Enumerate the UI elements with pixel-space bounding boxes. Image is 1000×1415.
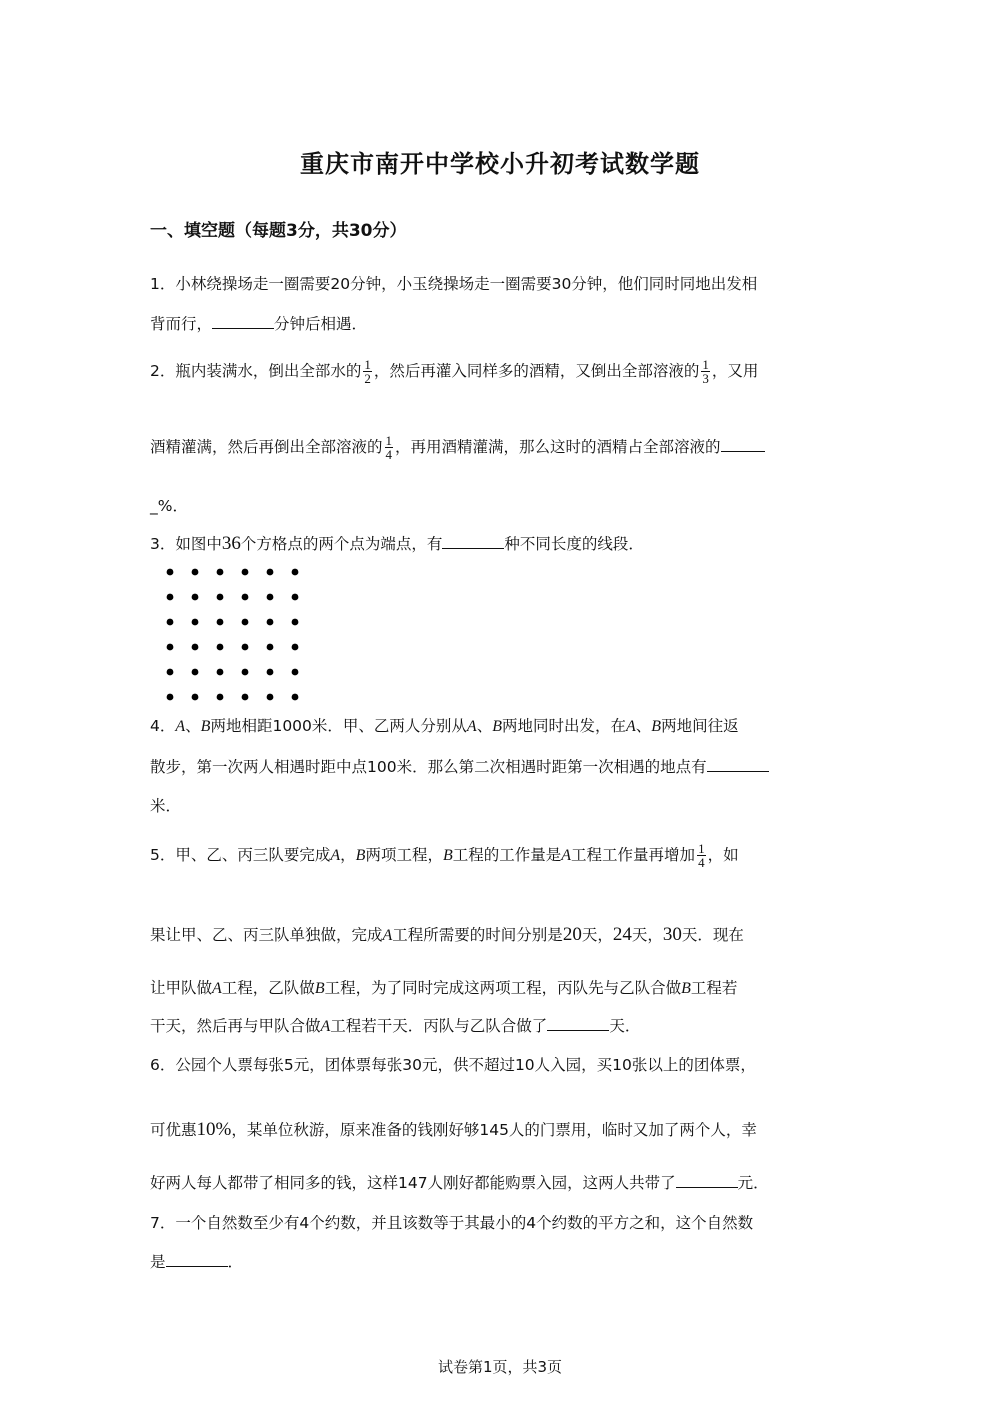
q5-text: 5．甲、乙、丙三队要完成 <box>150 846 331 864</box>
q5-line-2 <box>150 924 744 947</box>
grid-dot <box>242 669 249 676</box>
q5-text: 让甲队做 <box>150 979 213 997</box>
q7-text: ． <box>227 1253 244 1271</box>
q3-line-1 <box>150 533 644 555</box>
grid-dot <box>267 644 274 651</box>
q5-text: 工程，乙队做 <box>221 979 315 997</box>
fraction <box>363 358 372 385</box>
q2-text: ，又用 <box>711 362 759 380</box>
q5-line-1 <box>150 842 739 869</box>
grid-dot <box>242 644 249 651</box>
q6-text: 可优惠 <box>150 1121 197 1139</box>
q2-line-3 <box>150 495 188 517</box>
q2-text: ，然后再灌入同样多的酒精，又倒出全部溶液的 <box>373 362 700 380</box>
q4-text: 散步，第一次两人相遇时距中点100米．那么第二次相遇时距第一次相遇的地点有 <box>150 758 707 776</box>
var-b: B <box>200 718 211 735</box>
dot-grid-figure <box>160 562 310 707</box>
var-a: A <box>330 847 341 864</box>
q4-text: 、 <box>635 717 652 735</box>
q6-text: ，某单位秋游，原来准备的钱刚好够145人的门票用，临时又加了两个人，幸 <box>231 1121 757 1139</box>
q2-text: 2．瓶内装满水，倒出全部水的 <box>150 362 362 380</box>
q5-text: ， <box>597 926 613 944</box>
q7-text: 是 <box>150 1253 166 1271</box>
fraction-numerator: 1 <box>702 357 709 372</box>
q2-line-2 <box>150 434 765 461</box>
grid-dot <box>192 619 199 626</box>
grid-dot <box>292 694 299 701</box>
fraction-numerator: 1 <box>698 841 705 856</box>
grid-dot <box>217 619 224 626</box>
q3-count: 36 <box>221 533 241 554</box>
q4-text: 两地间往返 <box>661 717 739 735</box>
time-value: 24 <box>612 924 632 945</box>
q7-line-1 <box>150 1212 753 1234</box>
grid-dot <box>242 594 249 601</box>
var-b: B <box>442 847 453 864</box>
grid-dot <box>267 569 274 576</box>
q5-text: ，如 <box>707 846 739 864</box>
fraction <box>697 842 706 869</box>
q5-text: 天． <box>609 1017 641 1035</box>
q2-line-1 <box>150 358 758 385</box>
grid-dot <box>292 669 299 676</box>
grid-dot <box>192 669 199 676</box>
q6-line-3 <box>150 1172 769 1194</box>
grid-dot <box>167 569 174 576</box>
grid-dot <box>167 644 174 651</box>
q4-text: 两地同时出发，在 <box>501 717 626 735</box>
q5-text: ， <box>647 926 663 944</box>
var-b: B <box>681 980 691 997</box>
q4-line-1 <box>150 715 739 738</box>
grid-dot <box>167 594 174 601</box>
q1-line-1 <box>150 273 757 295</box>
fraction <box>701 358 710 385</box>
time-value: 30 <box>662 924 682 945</box>
var-a: A <box>626 718 636 735</box>
q6-text: 元． <box>737 1174 769 1192</box>
var-a: A <box>212 980 222 997</box>
section-heading: 一、填空题（每题3分，共30分） <box>150 221 407 241</box>
grid-dot <box>292 569 299 576</box>
q3-text: 个方格点的两个点为端点，有 <box>240 535 443 553</box>
q5-line-3 <box>150 977 737 1000</box>
q5-text: 两项工程， <box>365 846 443 864</box>
grid-dot <box>292 594 299 601</box>
var-a: A <box>175 718 186 735</box>
q4-text: 两地相距1000米．甲、乙两人分别从 <box>210 717 467 735</box>
var-b: B <box>355 847 366 864</box>
grid-dot <box>267 669 274 676</box>
q7-line-2 <box>150 1251 243 1273</box>
q5-text: 工程若 <box>690 979 738 997</box>
answer-blank[interactable] <box>676 1173 738 1188</box>
q6-line-2 <box>150 1119 757 1141</box>
grid-dot <box>242 694 249 701</box>
q4-line-3 <box>150 795 181 817</box>
var-b: B <box>651 718 662 735</box>
q1-line-2 <box>150 313 367 335</box>
q5-text: 工程的工作量是 <box>452 846 562 864</box>
answer-blank[interactable] <box>721 437 765 452</box>
fraction-denominator: 4 <box>698 855 705 870</box>
q5-text: 工程若干天．丙队与乙队合做了 <box>330 1017 548 1035</box>
grid-dot <box>292 619 299 626</box>
fraction <box>385 434 394 461</box>
q5-text: 工程工作量再增加 <box>571 846 696 864</box>
page-title: 重庆市南开中学校小升初考试数学题 <box>300 150 700 178</box>
answer-blank[interactable] <box>547 1016 609 1031</box>
q6-text: 好两人每人都带了相同多的钱，这样147人刚好都能购票入园，这两人共带了 <box>150 1174 676 1192</box>
q6-line-1 <box>150 1054 756 1076</box>
grid-dot <box>242 619 249 626</box>
fraction-numerator: 1 <box>385 433 393 448</box>
q5-text: 天．现在 <box>681 926 744 944</box>
q4-text: 米． <box>150 797 182 815</box>
grid-dot <box>217 694 224 701</box>
grid-dot <box>267 694 274 701</box>
grid-dot <box>192 644 199 651</box>
grid-dot <box>192 694 199 701</box>
q4-text: 、 <box>185 717 201 735</box>
grid-dot <box>167 669 174 676</box>
q5-text: 工程所需要的时间分别是 <box>392 926 563 944</box>
var-a: A <box>466 718 477 735</box>
grid-dot <box>267 619 274 626</box>
q5-text: 天 <box>631 926 648 944</box>
answer-blank[interactable] <box>442 534 504 549</box>
q5-text: 果让甲、乙、丙三队单独做，完成 <box>150 926 383 944</box>
grid-dot <box>267 594 274 601</box>
q5-text: 干天，然后再与甲队合做 <box>150 1017 321 1035</box>
grid-dot <box>242 569 249 576</box>
grid-dot <box>192 569 199 576</box>
grid-dot <box>217 669 224 676</box>
time-value: 20 <box>562 924 582 945</box>
q6-text: 6．公园个人票每张5元，团体票每张30元，供不超过10人入园，买10张以上的团体票， <box>150 1056 756 1074</box>
answer-blank[interactable] <box>707 757 769 772</box>
q1-text: 1．小林绕操场走一圈需要20分钟，小玉绕操场走一圈需要30分钟，他们同时同地出发相 <box>150 275 758 293</box>
var-b: B <box>314 980 325 997</box>
grid-dot <box>167 694 174 701</box>
q5-text: 工程，为了同时完成这两项工程，丙队先与乙队合做 <box>324 979 682 997</box>
grid-dot <box>292 644 299 651</box>
q4-line-2 <box>150 756 769 778</box>
var-b: B <box>492 718 502 735</box>
grid-dot <box>192 594 199 601</box>
q5-line-4 <box>150 1015 640 1038</box>
var-a: A <box>320 1018 331 1035</box>
fraction-denominator: 3 <box>702 371 709 386</box>
q1-text: 分钟后相遇． <box>274 315 368 333</box>
q4-text: 4． <box>150 717 176 735</box>
q7-text: 7．一个自然数至少有4个约数，并且该数等于其最小的4个约数的平方之和，这个自然数 <box>150 1214 754 1232</box>
q1-text: 背而行， <box>150 315 213 333</box>
fraction-numerator: 1 <box>364 357 371 372</box>
answer-blank[interactable] <box>166 1252 228 1267</box>
fraction-denominator: 4 <box>385 447 393 462</box>
answer-blank[interactable] <box>212 314 274 329</box>
q3-text: 3．如图中 <box>150 535 222 553</box>
grid-dot <box>217 594 224 601</box>
discount-value: 10% <box>196 1119 232 1140</box>
q2-text: 酒精灌满，然后再倒出全部溶液的 <box>150 438 383 456</box>
q2-text: ，再用酒精灌满，那么这时的酒精占全部溶液的 <box>395 438 721 456</box>
grid-dot <box>217 569 224 576</box>
q5-text: ， <box>340 846 356 864</box>
q3-text: 种不同长度的线段． <box>504 535 644 553</box>
grid-dot <box>217 644 224 651</box>
page-footer: 试卷第1页，共3页 <box>437 1358 563 1376</box>
grid-dot <box>167 619 174 626</box>
var-a: A <box>382 927 393 944</box>
q2-text: _%． <box>150 497 188 515</box>
q4-text: 、 <box>476 717 493 735</box>
q5-text: 天 <box>581 926 598 944</box>
var-a: A <box>561 847 572 864</box>
fraction-denominator: 2 <box>364 371 371 386</box>
